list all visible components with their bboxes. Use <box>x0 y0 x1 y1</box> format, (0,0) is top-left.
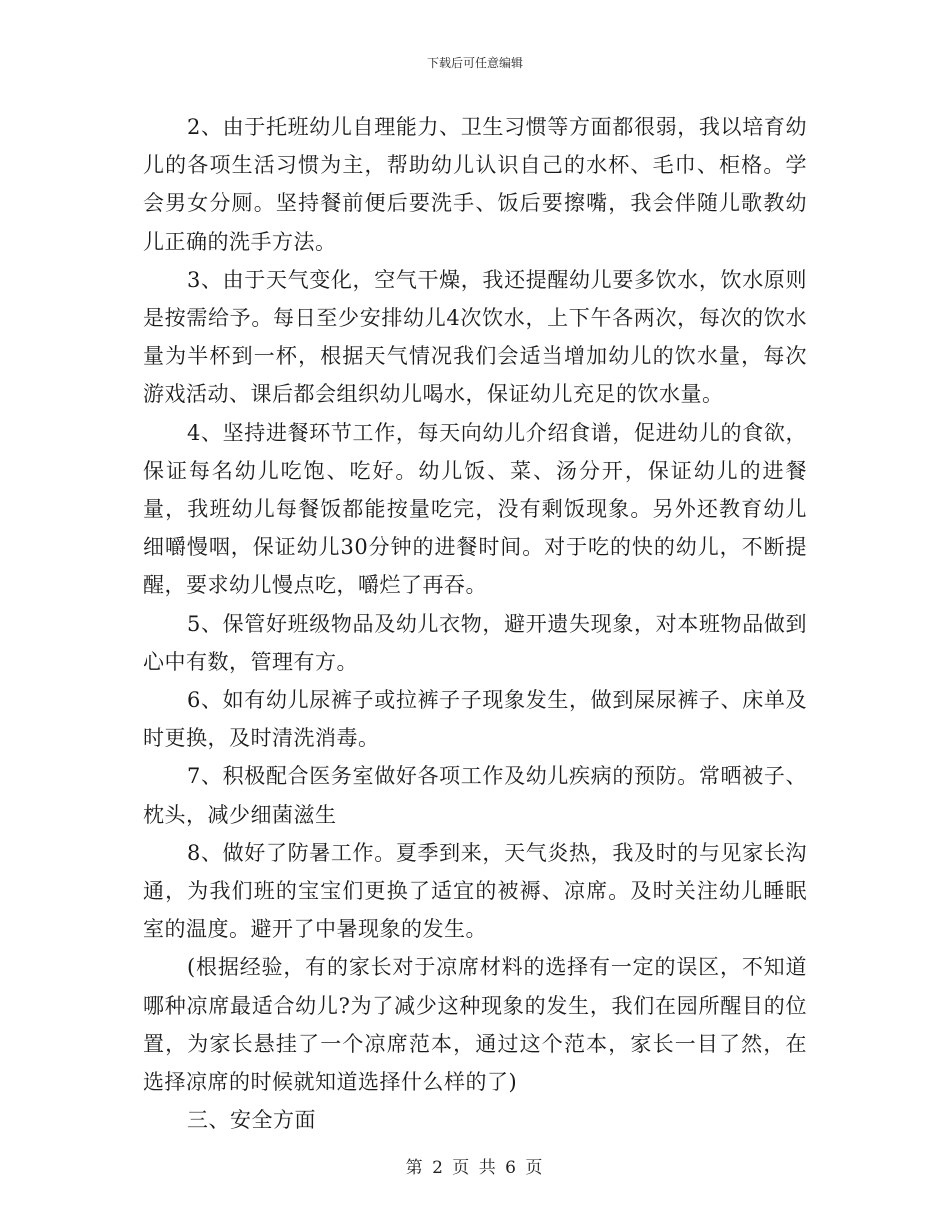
paragraph-item-3: 3、由于天气变化，空气干燥，我还提醒幼儿要多饮水，饮水原则是按需给予。每日至少安排幼儿4次饮水，上下午各两次，每次的饮水量为半杯到一杯，根据天气情况我们会适当增加幼儿的饮水量，每次游戏活动、课后都会组织幼儿喝水，保证幼儿充足的饮水量。 <box>143 267 807 407</box>
paragraph-item-8: 8、做好了防暑工作。夏季到来，天气炎热，我及时的与见家长沟通，为我们班的宝宝们更换了适宜的被褥、凉席。及时关注幼儿睡眠室的温度。避开了中暑现象的发生。 <box>143 840 807 942</box>
paragraph-note: (根据经验，有的家长对于凉席材料的选择有一定的误区，不知道哪种凉席最适合幼儿?为了减少这种现象的发生，我们在园所醒目的位置，为家长悬挂了一个凉席范本，通过这个范本，家长一目了然，在选择凉席的时候就知道选择什么样的了) <box>143 955 807 1095</box>
document-body <box>143 108 807 1139</box>
section-heading-safety: 三、安全方面 <box>187 1108 316 1133</box>
paragraph-item-6: 6、如有幼儿尿裤子或拉裤子子现象发生，做到屎尿裤子、床单及时更换，及时清洗消毒。 <box>143 688 807 751</box>
page-header: 下载后可任意编辑 <box>426 56 523 70</box>
paragraph-item-4: 4、坚持进餐环节工作，每天向幼儿介绍食谱，促进幼儿的食欲，保证每名幼儿吃饱、吃好。幼儿饭、菜、汤分开，保证幼儿的进餐量，我班幼儿每餐饭都能按量吃完，没有剩饭现象。另外还教育幼儿细嚼慢咽，保证幼儿30分钟的进餐时间。对于吃的快的幼儿，不断提醒，要求幼儿慢点吃，嚼烂了再吞。 <box>143 420 807 598</box>
page-footer: 第 2 页 共 6 页 <box>405 1158 545 1178</box>
paragraph-item-5: 5、保管好班级物品及幼儿衣物，避开遗失现象，对本班物品做到心中有数，管理有方。 <box>143 611 807 674</box>
paragraph-item-2: 2、由于托班幼儿自理能力、卫生习惯等方面都很弱，我以培育幼儿的各项生活习惯为主，帮助幼儿认识自己的水杯、毛巾、柜格。学会男女分厕。坚持餐前便后要洗手、饭后要擦嘴，我会伴随儿歌教幼儿正确的洗手方法。 <box>143 115 807 254</box>
paragraph-item-7: 7、积极配合医务室做好各项工作及幼儿疾病的预防。常晒被子、枕头，减少细菌滋生 <box>143 764 807 827</box>
